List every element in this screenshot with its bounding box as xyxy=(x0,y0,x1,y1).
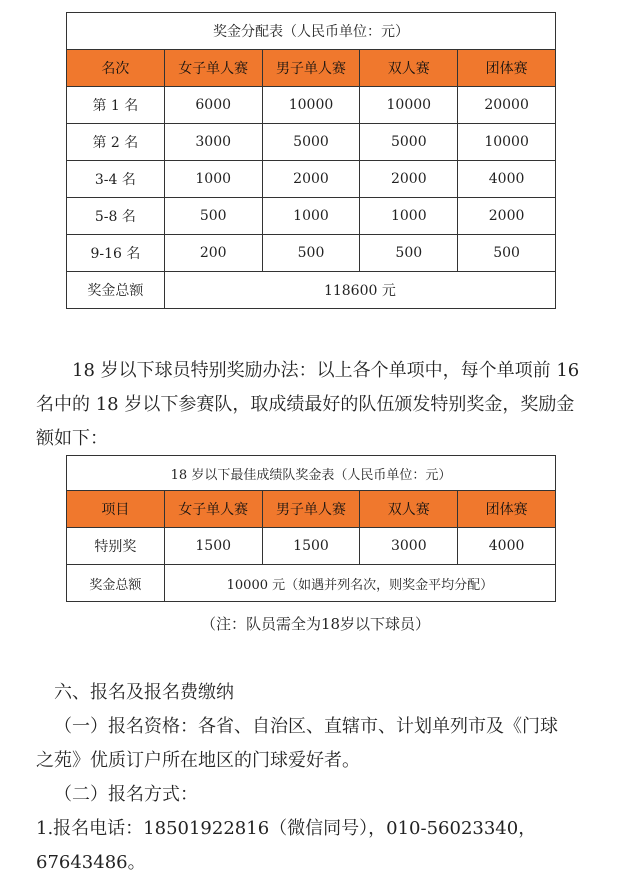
total-row xyxy=(67,565,556,602)
table-row xyxy=(67,87,556,124)
header-doubles: 双人赛 xyxy=(360,50,458,87)
eligibility-line: （一）报名资格：各省、自治区、直辖市、计划单列市及《门球 xyxy=(54,716,558,737)
header-item: 项目 xyxy=(67,491,165,528)
cell: 3000 xyxy=(164,124,262,161)
table-row xyxy=(67,161,556,198)
special-award-paragraph xyxy=(36,354,616,456)
header-doubles: 双人赛 xyxy=(360,491,458,528)
cell: 5000 xyxy=(360,124,458,161)
cell: 4000 xyxy=(458,528,556,565)
header-team: 团体赛 xyxy=(458,50,556,87)
cell: 1000 xyxy=(164,161,262,198)
special-table-title: 18 岁以下最佳成绩队奖金表（人民币单位：元） xyxy=(67,456,556,491)
cell: 1000 xyxy=(360,198,458,235)
cell: 2000 xyxy=(458,198,556,235)
cell: 10000 xyxy=(262,87,360,124)
total-row xyxy=(67,272,556,309)
table-note: （注：队员需全为18岁以下球员） xyxy=(200,615,431,633)
header-women-single: 女子单人赛 xyxy=(164,50,262,87)
cell: 9-16 名 xyxy=(67,235,165,272)
eligibility-line: 之苑》优质订户所在地区的门球爱好者。 xyxy=(36,750,360,771)
cell: 特别奖 xyxy=(67,528,165,565)
cell: 10000 xyxy=(458,124,556,161)
paragraph-line: 名中的 18 岁以下参赛队，取成绩最好的队伍颁发特别奖金，奖励金 xyxy=(36,394,575,415)
cell: 5000 xyxy=(262,124,360,161)
prize-table xyxy=(66,12,556,309)
cell: 1500 xyxy=(262,528,360,565)
cell: 2000 xyxy=(262,161,360,198)
table-row xyxy=(67,124,556,161)
table-row xyxy=(67,198,556,235)
cell: 500 xyxy=(262,235,360,272)
cell: 500 xyxy=(458,235,556,272)
phone-line: 67643486。 xyxy=(36,852,146,873)
cell: 6000 xyxy=(164,87,262,124)
header-men-single: 男子单人赛 xyxy=(262,50,360,87)
cell: 200 xyxy=(164,235,262,272)
cell: 4000 xyxy=(458,161,556,198)
total-label: 奖金总额 xyxy=(67,565,165,602)
prize-table-title: 奖金分配表（人民币单位：元） xyxy=(67,13,556,50)
cell: 3-4 名 xyxy=(67,161,165,198)
header-women-single: 女子单人赛 xyxy=(164,491,262,528)
registration-method: （二）报名方式： xyxy=(54,784,198,805)
cell: 2000 xyxy=(360,161,458,198)
cell: 第 2 名 xyxy=(67,124,165,161)
paragraph-line: 18 岁以下球员特别奖励办法：以上各个单项中，每个单项前 16 xyxy=(72,360,580,381)
special-prize-table xyxy=(66,455,556,602)
cell: 3000 xyxy=(360,528,458,565)
cell: 20000 xyxy=(458,87,556,124)
table-row xyxy=(67,235,556,272)
total-value: 10000 元（如遇并列名次，则奖金平均分配） xyxy=(164,565,555,602)
phone-line: 1.报名电话：18501922816（微信同号），010-56023340， xyxy=(36,818,537,839)
cell: 5-8 名 xyxy=(67,198,165,235)
paragraph-line: 额如下： xyxy=(36,428,108,449)
header-team: 团体赛 xyxy=(458,491,556,528)
cell: 第 1 名 xyxy=(67,87,165,124)
cell: 1000 xyxy=(262,198,360,235)
cell: 10000 xyxy=(360,87,458,124)
total-label: 奖金总额 xyxy=(67,272,165,309)
cell: 1500 xyxy=(164,528,262,565)
cell: 500 xyxy=(360,235,458,272)
section-heading: 六、报名及报名费缴纳 xyxy=(54,682,234,703)
header-rank: 名次 xyxy=(67,50,165,87)
total-value: 118600 元 xyxy=(164,272,555,309)
table-row xyxy=(67,528,556,565)
registration-section xyxy=(36,676,616,880)
cell: 500 xyxy=(164,198,262,235)
header-men-single: 男子单人赛 xyxy=(262,491,360,528)
